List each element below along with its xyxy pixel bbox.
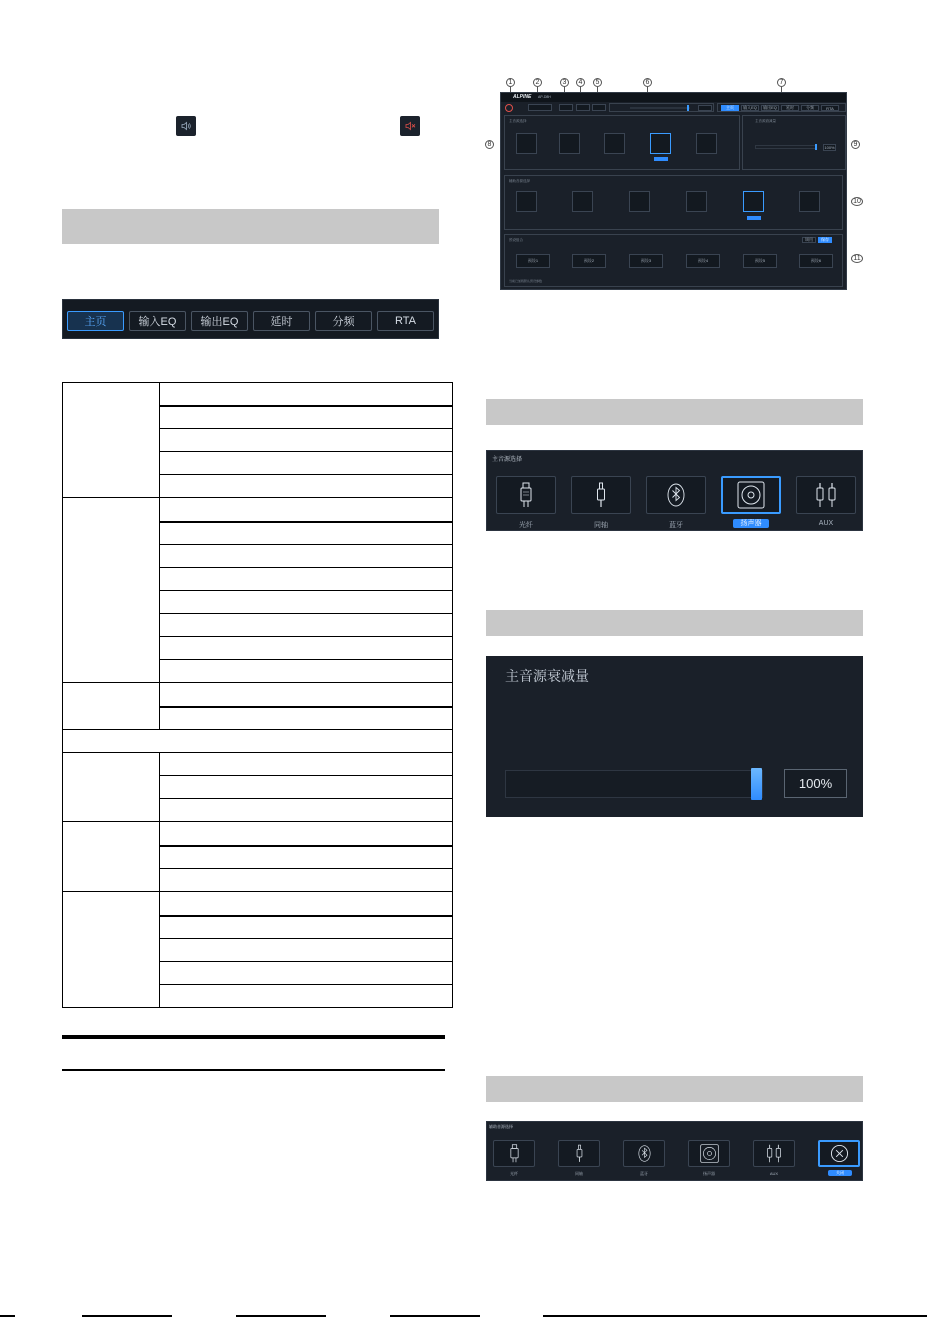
aux-src-close[interactable] [818,1140,860,1167]
top-tab-home[interactable]: 主页 [721,105,739,111]
attenuation-panel [486,656,863,817]
table-cell [160,660,453,683]
table-cell [160,498,453,522]
footer-line [390,1315,480,1317]
main-src-optical[interactable] [496,476,556,514]
table-cell [160,753,453,776]
footer-line [82,1315,172,1317]
mini-aux-coaxial[interactable] [572,191,593,212]
section-header-bar [486,399,863,425]
table-cell [160,892,453,916]
main-tab-bar [62,299,439,339]
optical-icon [510,1144,519,1163]
table-group-cell [63,822,160,892]
table-cell [160,591,453,614]
table-cell [160,776,453,799]
aux-src-bluetooth[interactable] [623,1140,665,1167]
table-cell [160,475,453,498]
table-cell [160,822,453,846]
aux-src-optical[interactable] [493,1140,535,1167]
mini-preset-4[interactable]: 预设4 [686,254,720,268]
volume-slider[interactable] [630,107,690,109]
tab-rta[interactable]: RTA [377,311,434,331]
rca-icon [766,1144,782,1163]
top-tab-output-eq[interactable]: 输出EQ [761,105,779,111]
tab-home[interactable]: 主页 [67,311,124,331]
attenuation-slider-handle[interactable] [751,768,762,800]
table-cell [160,637,453,660]
divider-thin [62,1069,445,1071]
mini-src-speaker[interactable] [650,133,671,154]
toolbar-button[interactable] [559,104,573,111]
table-cell [160,452,453,475]
aux-src-speaker[interactable] [688,1140,730,1167]
callout-4: 4 [576,78,585,87]
mini-atten-value: 100% [824,145,835,150]
mini-src-coaxial[interactable] [559,133,580,154]
mini-src-aux[interactable] [696,133,717,154]
table-cell [160,962,453,985]
table-cell [160,869,453,892]
footer-line [0,1315,15,1317]
top-tab-crossover[interactable]: 分频 [801,105,819,111]
mini-aux-speaker[interactable] [686,191,707,212]
main-src-label-selected: 扬声器 [733,519,769,528]
table-cell [160,939,453,962]
aux-source-title: 辅助音源选择 [489,1124,513,1129]
main-src-label: 蓝牙 [669,522,683,529]
mini-preset-5[interactable]: 预设5 [743,254,777,268]
table-group-cell [63,753,160,822]
aux-src-label: AUX [769,1171,779,1176]
main-src-speaker[interactable] [721,476,781,514]
table-cell [160,568,453,591]
top-tab-delay[interactable]: 延时 [781,105,799,111]
main-src-label: 同轴 [594,522,608,529]
mini-atten-slider[interactable] [755,145,817,149]
main-src-label: AUX [818,520,834,527]
mini-aux-rca[interactable] [743,191,764,212]
top-tab-rta[interactable]: RTA [821,105,839,111]
close-circle-icon [830,1144,849,1163]
coaxial-icon [576,1144,583,1163]
aux-src-label: 光纤 [510,1171,518,1176]
mini-src-bluetooth[interactable] [604,133,625,154]
rca-icon [815,482,837,508]
table-cell [160,683,453,707]
aux-src-coaxial[interactable] [558,1140,600,1167]
tab-output-eq[interactable]: 输出EQ [191,311,248,331]
table-group-cell [63,383,160,498]
mini-src-selected-label [654,157,668,161]
toolbar-button[interactable] [576,104,590,111]
mini-preset-tab-load[interactable]: 调用 [802,237,816,243]
section-header-bar [486,610,863,636]
mini-preset-1[interactable]: 预设1 [516,254,550,268]
main-src-coaxial[interactable] [571,476,631,514]
model-label: AP-D8H [538,95,551,99]
top-tabs [717,103,846,112]
speaker-on-icon [176,116,196,136]
table-cell [160,545,453,568]
mini-main-source-panel: 主音源选择 [504,115,740,170]
aux-source-panel [486,1121,863,1181]
table-cell [160,614,453,637]
connect-button[interactable] [528,104,552,111]
table-cell [160,383,453,406]
table-cell [160,846,453,869]
mini-aux-optical[interactable] [516,191,537,212]
app-screenshot [500,92,847,290]
table-cell [160,406,453,429]
bluetooth-icon [636,1144,653,1163]
callout-11: 11 [851,254,863,263]
mini-aux-source-panel: 辅助音源选择 [504,175,843,230]
volume-value [698,105,712,111]
table-cell [63,730,453,753]
speaker-icon [700,1144,719,1163]
footer-line [543,1315,927,1317]
speaker-mute-icon [400,116,420,136]
table-cell [160,799,453,822]
callout-5: 5 [593,78,602,87]
volume-box [609,103,714,112]
table-cell [160,985,453,1008]
attenuation-slider-track[interactable] [505,770,763,798]
main-src-bluetooth[interactable] [646,476,706,514]
callout-9: 9 [851,140,860,149]
footer-line [236,1315,326,1317]
mini-preset-tab-save[interactable]: 保存 [818,237,832,243]
mini-preset-2[interactable]: 预设2 [572,254,606,268]
aux-src-aux[interactable] [753,1140,795,1167]
mini-atten-handle[interactable] [815,144,817,150]
toolbar-button[interactable] [592,104,606,111]
mini-src-optical[interactable] [516,133,537,154]
section-header-bar [486,1076,863,1102]
table-cell [160,429,453,452]
coaxial-icon [596,482,606,508]
aux-src-label: 同轴 [575,1171,583,1176]
brand-logo: ALPINE [513,94,532,100]
callout-10: 10 [851,197,863,206]
table-cell [160,707,453,730]
bluetooth-icon [664,482,688,508]
aux-src-label: 扬声器 [703,1171,715,1176]
mini-preset-3[interactable]: 预设3 [629,254,663,268]
tab-input-eq[interactable]: 输入EQ [129,311,186,331]
aux-src-label-selected: 关闭 [828,1170,852,1176]
table-cell [160,916,453,939]
speaker-icon [737,481,765,509]
mini-atten-panel: 主音源衰减量 100% [742,115,846,170]
mini-aux-selected-label [747,216,761,220]
table-group-cell [63,683,160,730]
mini-aux-close[interactable] [799,191,820,212]
callout-1: 1 [506,78,515,87]
table-cell [160,522,453,545]
callout-6: 6 [643,78,652,87]
function-table [62,382,453,1008]
table-group-cell [63,498,160,683]
main-source-panel [486,450,863,531]
aux-src-label: 蓝牙 [640,1171,648,1176]
section-header-bar [62,209,439,244]
mini-aux-bluetooth[interactable] [629,191,650,212]
top-tab-input-eq[interactable]: 输入EQ [741,105,759,111]
app-titlebar [501,93,846,102]
mini-preset-6[interactable]: 预设6 [799,254,833,268]
mini-preset-panel: 预设组合 调用 保存 预设1 预设2 预设3 预设4 预设5 预设6 当前已加载默认预设参数 [504,234,843,287]
power-button[interactable] [505,104,513,112]
tab-delay[interactable]: 延时 [253,311,310,331]
attenuation-title: 主音源衰减量 [505,668,589,684]
main-source-title: 主音源选择 [492,457,523,463]
main-src-aux[interactable] [796,476,856,514]
callout-7: 7 [777,78,786,87]
volume-slider-handle[interactable] [687,105,689,111]
main-src-label: 光纤 [519,522,533,529]
attenuation-value-box: 100% [784,769,847,798]
callout-2: 2 [533,78,542,87]
callout-8: 8 [485,140,494,149]
callout-3: 3 [560,78,569,87]
table-group-cell [63,892,160,1008]
optical-icon [520,482,532,508]
tab-crossover[interactable]: 分频 [315,311,372,331]
divider-thick [62,1035,445,1039]
